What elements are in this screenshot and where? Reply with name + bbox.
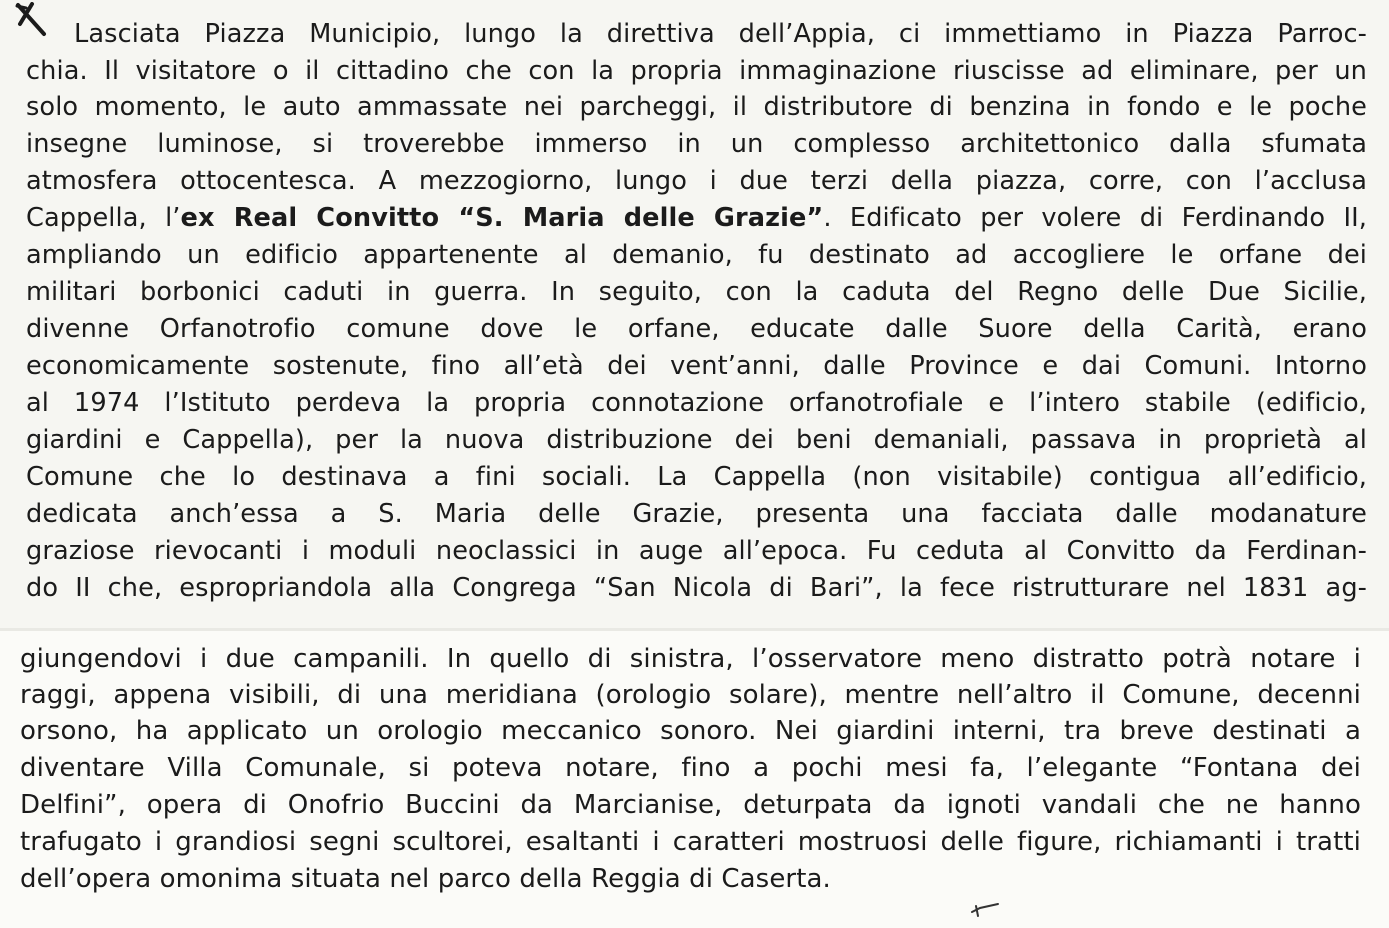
text-line-16: do II che, espropriandola alla Congrega “San Nicola di Bari”, la fece ristrutturare nel 1831 ag- (26, 573, 1367, 603)
text-line-14: dedicata anch’essa a S. Maria delle Grazie, presenta una facciata dalle modanature (26, 499, 1367, 529)
text-line-9: divenne Orfanotrofio comune dove le orfane, educate dalle Suore della Carità, erano (26, 314, 1367, 344)
text-line-5: atmosfera ottocentesca. A mezzogiorno, lungo i due terzi della piazza, corre, con l’acclusa (26, 166, 1367, 196)
text-line-10: economicamente sostenute, fino all’età dei vent’anni, dalle Province e dai Comuni. Intorno (26, 351, 1367, 381)
text-line-11: al 1974 l’Istituto perdeva la propria connotazione orfanotrofiale e l’intero stabile (edificio, (26, 388, 1367, 418)
text-line-2: chia. Il visitatore o il cittadino che con la propria immaginazione riuscisse ad eliminare, per un (26, 56, 1367, 86)
text-line-21: Delfini”, opera di Onofrio Buccini da Marcianise, deturpata da ignoti vandali che ne hanno (20, 790, 1361, 820)
text-line-22: trafugato i grandiosi segni scultorei, esaltanti i caratteri mostruosi delle figure, richiamanti i tratti (20, 827, 1361, 857)
text-line-1: Lasciata Piazza Municipio, lungo la direttiva dell’Appia, ci immettiamo in Piazza Parroc- (74, 19, 1367, 49)
text-line-18: raggi, appena visibili, di una meridiana (orologio solare), mentre nell’altro il Comune, decenni (20, 680, 1361, 710)
convitto-name-bold: ex Real Convitto “S. Maria delle Grazie” (180, 203, 824, 233)
scan-seam-divider (0, 628, 1389, 631)
text-line-8: militari borbonici caduti in guerra. In seguito, con la caduta del Regno delle Due Sicilie, (26, 277, 1367, 307)
line-6-prefix: Cappella, l’ (26, 203, 181, 233)
text-line-15: graziose rievocanti i moduli neoclassici in auge all’epoca. Fu ceduta al Convitto da Ferdinan- (26, 536, 1367, 566)
text-line-3: solo momento, le auto ammassate nei parcheggi, il distributore di benzina in fondo e le poche (26, 92, 1367, 122)
text-line-12: giardini e Cappella), per la nuova distribuzione dei beni demaniali, passava in proprietà al (26, 425, 1367, 455)
text-line-6 (26, 200, 1367, 236)
text-line-13: Comune che lo destinava a fini sociali. La Cappella (non visitabile) contigua all’edificio, (26, 462, 1367, 492)
handwritten-x-mark-icon (14, 2, 48, 38)
pen-tick-mark-icon (968, 900, 1002, 920)
text-line-19: orsono, ha applicato un orologio meccanico sonoro. Nei giardini interni, tra breve destinati a (20, 716, 1361, 746)
text-line-20: diventare Villa Comunale, si poteva notare, fino a pochi mesi fa, l’elegante “Fontana dei (20, 753, 1361, 783)
text-line-23: dell’opera omonima situata nel parco della Reggia di Caserta. (20, 864, 831, 894)
line-6-suffix: . Edificato per volere di Ferdinando II, (823, 203, 1367, 233)
text-line-7: ampliando un edificio appartenente al demanio, fu destinato ad accogliere le orfane dei (26, 240, 1367, 270)
text-line-17: giungendovi i due campanili. In quello di sinistra, l’osservatore meno distratto potrà notare i (20, 644, 1361, 674)
text-line-4: insegne luminose, si troverebbe immerso in un complesso architettonico dalla sfumata (26, 129, 1367, 159)
